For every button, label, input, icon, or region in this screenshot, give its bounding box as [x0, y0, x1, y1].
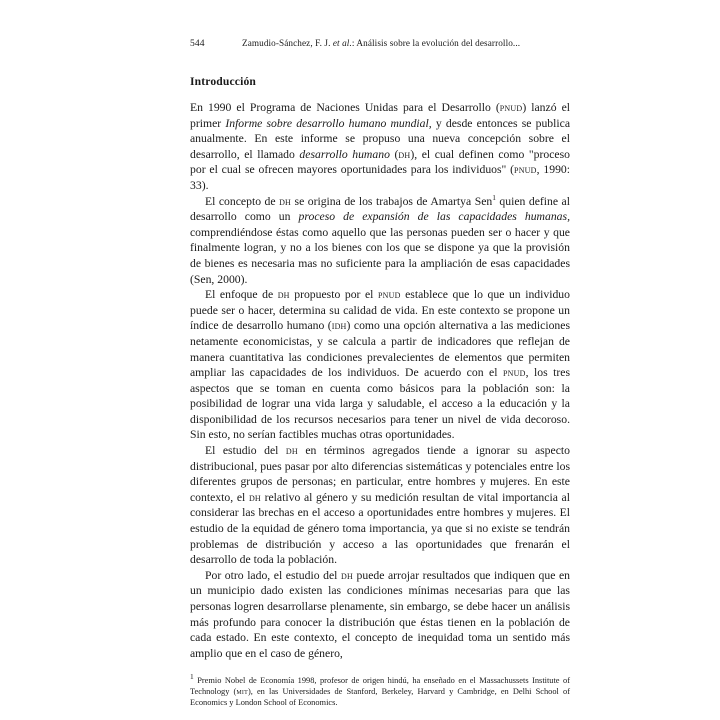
paragraph: El enfoque de dh propuesto por el pnud establece que lo que un individuo puede ser o hacer, determina su calidad de vida. En este contexto se propone un índice de desarrollo humano (idh) como una opción alternativa a las mediciones netamente economicistas, y se calcula a partir de indicadores que reflejan de manera cuantitativa las condiciones prevalecientes de elementos que permiten ampliar las capacidades de los individuos. De acuerdo con el pnud, los tres aspectos que se toman en cuenta como básicos para la población son: la posibilidad de lograr una vida larga y saludable, el acceso a la educación y la disponibilidad de los recursos necesarios para tener un nivel de vida decoroso. Sin esto, no serían factibles muchas otras oportunidades.: [190, 287, 571, 442]
running-head-etal: et al.: [332, 38, 352, 48]
running-head-title: [242, 38, 520, 48]
footnote: $^1$ Premio Nobel de Economía 1998, profesor de origen hindú, ha enseñado en el Massachussets Institute of Technology (mit), en las Universidades de Stanford, Berkeley, Harvard y Cambridge, en Delhi School of Economics y London School of Economics.: [190, 672, 570, 708]
running-head-authors: Zamudio-Sánchez, F. J.: [242, 38, 333, 48]
paragraph: El concepto de dh se origina de los trabajos de Amartya Sen$^1$ quien define al desarrollo como un proceso de expansión de las capacidades humanas, comprendiéndose éstas como aquello que las personas pueden ser o hacer y que finalmente logran, y no a los bienes con los que se dispone ya que la provisión de bienes es necesaria mas no suficiente para la ampliación de esas capacidades (Sen, 2000).: [190, 192, 571, 286]
running-head: [190, 38, 570, 49]
paragraph: El estudio del dh en términos agregados tiende a ignorar su aspecto distribucional, pues pasar por alto diferencias sistemáticas y potenciales entre los diferentes grupos de personas; en particular, entre hombres y mujeres. En este contexto, el dh relativo al género y su medición resultan de vital importancia al considerar las brechas en el acceso a oportunidades entre hombres y mujeres. El estudio de la equidad de género toma importancia, ya que si no existe se tendrán problemas de distribución y acceso a las oportunidades que frenarán el desarrollo de toda la población.: [190, 443, 570, 567]
running-head-article: : Análisis sobre la evolución del desarrollo...: [351, 38, 521, 48]
paragraph: En 1990 el Programa de Naciones Unidas para el Desarrollo (pnud) lanzó el primer Informe sobre desarrollo humano mundial, y desde entonces se publica anualmente. En este informe se propuso una nueva concepción sobre el desarrollo, el llamado desarrollo humano (dh), el cual definen como "proceso por el cual se ofrecen mayores oportunidades para los individuos" (pnud, 1990: 33).: [190, 100, 571, 192]
body-text: [190, 100, 570, 661]
page-folio: 544: [190, 38, 205, 49]
paragraph: Por otro lado, el estudio del dh puede arrojar resultados que indiquen que en un municipio dado existen las condiciones mínimas necesarias para que las personas logren desarrollarse plenamente, sin embargo, se debe hacer un análisis más profundo para conocer la distribución que éstas tienen en la población de cada estado. En este contexto, el concepto de inequidad toma un sentido más amplio que en el caso de género,: [190, 567, 570, 660]
section-title: Introducción: [190, 75, 257, 88]
